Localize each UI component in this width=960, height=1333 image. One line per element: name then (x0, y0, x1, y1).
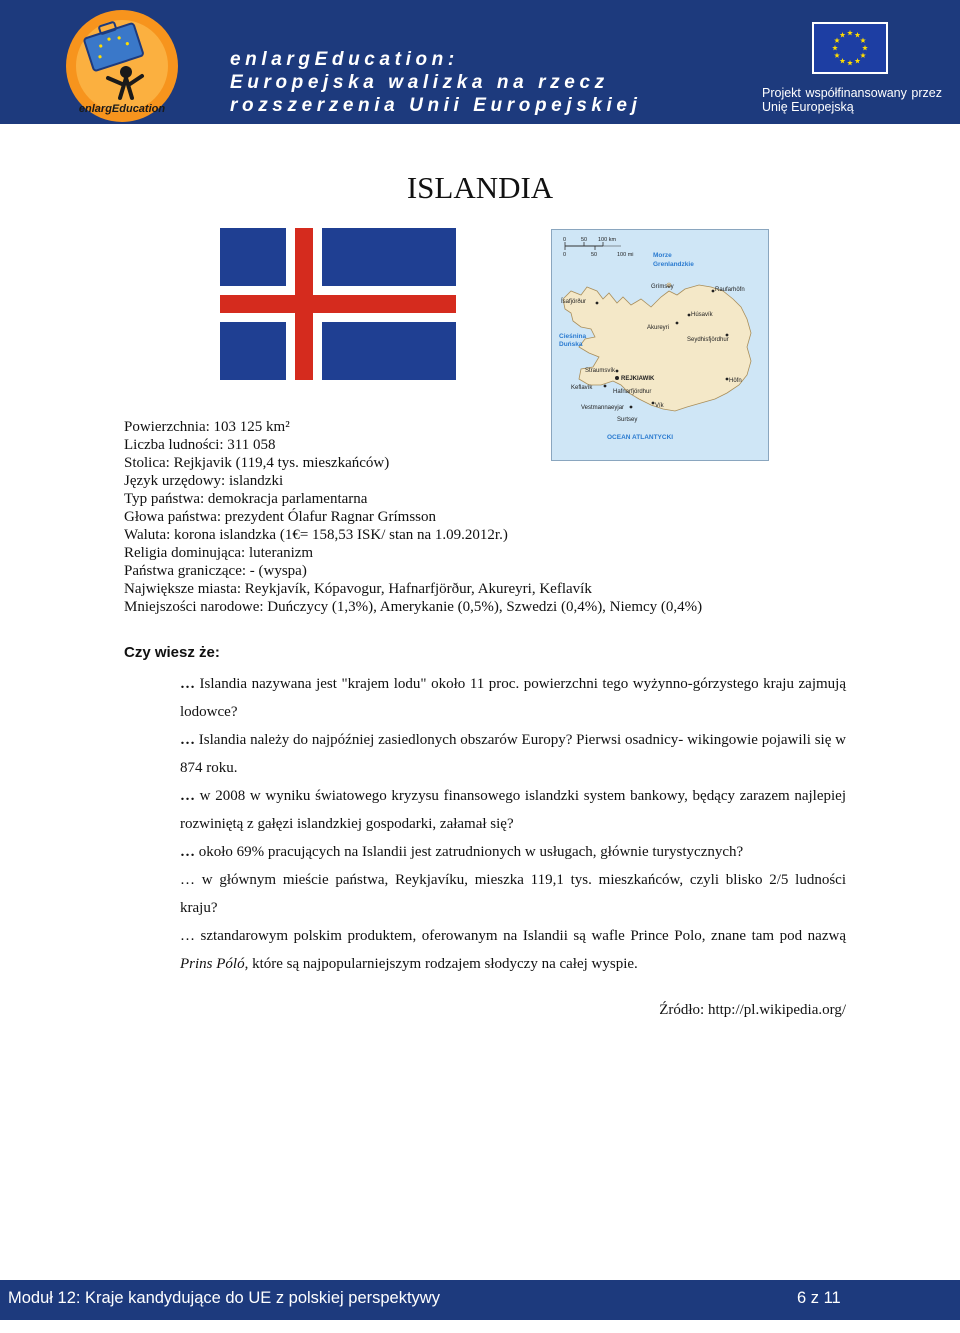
fact-row: Głowa państwa: prezydent Ólafur Ragnar Grímsson (124, 509, 436, 525)
map-city-grimsey: Grímsey (651, 284, 674, 290)
map-label-atlantic-ocean: OCEAN ATLANTYCKI (607, 434, 674, 441)
logo-wordmark: enlargEducation (78, 103, 166, 115)
source-text: Źródło: http://pl.wikipedia.org/ (659, 1002, 846, 1018)
trivia-heading: Czy wiesz że: (124, 644, 220, 661)
map-scale-0-mi: 0 (563, 252, 567, 258)
eu-note-word3: przez (911, 86, 942, 100)
map-city-raufarhofn: Raufarhöfn (715, 287, 745, 293)
trivia-text: w głównym mieście państwa, Reykjavíku, mieszka 119,1 tys. mieszkańców, czyli blisko 2/5 ludności kraju? (180, 872, 846, 916)
fact-row: Typ państwa: demokracja parlamentarna (124, 491, 368, 507)
fact-row: Stolica: Rejkjavik (119,4 tys. mieszkańców) (124, 455, 390, 471)
map-scale-100mi: 100 mi (617, 252, 634, 258)
map-city-reykjavik: REJKIAWIK (621, 376, 655, 382)
page-title: ISLANDIA (406, 170, 554, 205)
map-scale-50-mi: 50 (591, 252, 598, 258)
ellipsis-marker: … (180, 872, 195, 888)
header-title-line2: Europejska walizka na rzecz (230, 72, 609, 93)
header-banner (0, 0, 960, 124)
map-city-husavik: Húsavík (691, 312, 713, 318)
fact-row: Państwa graniczące: - (wyspa) (124, 563, 307, 579)
header-titles (230, 48, 641, 117)
trivia-item (180, 866, 846, 922)
iceland-flag (220, 228, 456, 380)
eu-note-word1: Projekt (762, 86, 801, 100)
trivia-item (180, 670, 846, 726)
source-citation (180, 1002, 846, 1019)
map-label-denmark-strait: Cieśnina (559, 333, 587, 340)
map-scale-50: 50 (581, 237, 588, 243)
enlargeducation-logo (62, 6, 182, 124)
ellipsis-marker: … (180, 788, 195, 804)
fact-row: Język urzędowy: islandzki (124, 473, 284, 489)
trivia-text-end: , które są najpopularniejszym rodzajem słodyczy na całej wyspie. (244, 956, 638, 972)
map-city-seydisfjordur: Seydhisfjördhur (687, 337, 729, 343)
map-city-akureyri: Akureyri (647, 325, 670, 331)
ellipsis-marker: … (180, 676, 195, 692)
map-label-greenland-sea: Morze (653, 252, 672, 259)
map-scale-0: 0 (563, 237, 567, 243)
trivia-text: w 2008 w wyniku światowego kryzysu finansowego islandzki system bankowy, będący zarazem najlepiej rozwiniętą z gałęzi islandzkiej gospodarki, załamał się? (180, 788, 846, 832)
trivia-item (180, 782, 846, 838)
map-city-isafjordur: Ísafjörður (561, 299, 587, 305)
ellipsis-marker: … (180, 928, 195, 944)
ellipsis-marker: … (180, 844, 195, 860)
map-city-keflavik: Keflavík (571, 385, 593, 391)
fact-row: Liczba ludności: 311 058 (124, 437, 276, 453)
map-city-vik: Vík (655, 403, 664, 409)
page-number: 6 z 11 (797, 1289, 841, 1307)
trivia-text: około 69% pracujących na Islandii jest zatrudnionych w usługach, głównie turystycznych? (195, 844, 744, 860)
map-label-greenland-sea-2: Grenlandzkie (653, 261, 694, 268)
trivia-text: Islandia nazywana jest "krajem lodu" około 11 proc. powierzchni tego wyżynno-górzystego kraju zajmują lodowce? (180, 676, 846, 720)
header-title-line3: rozszerzenia Unii Europejskiej (230, 95, 642, 116)
trivia-text: Islandia należy do najpóźniej zasiedlonych obszarów Europy? Pierwsi osadnicy- wikingowie pojawili się w 874 roku. (180, 732, 846, 776)
map-city-hofn: Höfn (729, 378, 742, 384)
map-city-straumsvik: Straumsvík (585, 368, 616, 374)
trivia-list (180, 670, 846, 978)
trivia-item (180, 838, 846, 866)
map-city-hafnarfjordur: Hafnarfjördhur (613, 389, 652, 395)
fact-row: Waluta: korona islandzka (1€= 158,53 ISK/ stan na 1.09.2012r.) (124, 527, 508, 543)
ellipsis-marker: … (180, 732, 195, 748)
eu-cofinancing-note (762, 86, 942, 114)
fact-row: Największe miasta: Reykjavík, Kópavogur, Hafnarfjörður, Akureyri, Keflavík (124, 581, 592, 597)
eu-note-word2: współfinansowany (805, 86, 907, 100)
map-city-vestmannaeyjar: Vestmannaeyjar (581, 405, 625, 411)
trivia-italic-name: Prins Póló (180, 956, 245, 972)
trivia-text: sztandarowym polskim produktem, oferowanym na Islandii są wafle Prince Polo, znane tam pod nazwą (195, 928, 846, 944)
footer-bar (0, 1280, 960, 1320)
map-label-denmark-strait-2: Duńska (559, 341, 583, 348)
footer-module-title: Moduł 12: Kraje kandydujące do UE z polskiej perspektywy (8, 1289, 440, 1307)
trivia-item (180, 726, 846, 782)
map-city-surtsey: Surtsey (617, 417, 638, 423)
trivia-item (180, 922, 846, 978)
fact-row: Religia dominująca: luteranizm (124, 545, 314, 561)
map-scale-100km: 100 km (598, 237, 617, 243)
header-title-line1: enlargEducation: (230, 49, 459, 70)
eu-flag-icon (812, 22, 888, 74)
fact-row: Mniejszości narodowe: Duńczycy (1,3%), Amerykanie (0,5%), Szwedzi (0,4%), Niemcy (0,4%) (124, 599, 703, 615)
fact-row: Powierzchnia: 103 125 km² (124, 419, 290, 435)
country-facts (124, 418, 702, 616)
eu-note-line2: Unię Europejską (762, 100, 854, 114)
